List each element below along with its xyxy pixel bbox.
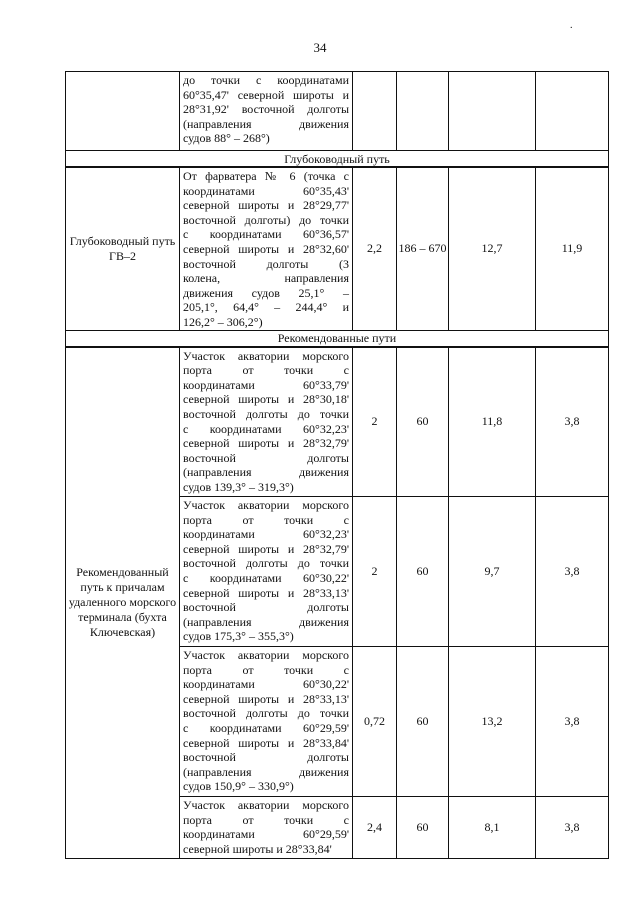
value-cell	[353, 72, 397, 151]
value-cell: 13,2	[449, 647, 536, 797]
route-name: Рекомендованный путь к причалам удаленного морского терминала (бухта Ключевская)	[66, 347, 180, 859]
description-line: 60°35,47' северной широты и	[183, 87, 349, 102]
description-line: с координатами 60°36,57'	[183, 227, 349, 242]
description-line: порта от точки с	[183, 512, 349, 527]
description-line: северной широты и 28°33,13'	[183, 585, 349, 600]
description-line: координатами 60°29,59'	[183, 827, 349, 842]
description-line: (направления движения	[183, 614, 349, 629]
description-line: координатами 60°33,79'	[183, 377, 349, 392]
value-cell: 3,8	[536, 797, 609, 859]
route-description	[180, 497, 353, 647]
corner-mark: .	[570, 20, 573, 31]
section-row	[66, 330, 609, 347]
value-cell: 3,8	[536, 347, 609, 497]
section-row	[66, 151, 609, 168]
description-line-last: судов 150,9° – 330,9°)	[183, 779, 294, 794]
value-cell: 60	[397, 797, 449, 859]
description-line-last: 126,2° – 306,2°)	[183, 314, 263, 329]
description-line-last: северной широты и 28°33,84'	[183, 841, 332, 856]
table-row	[66, 167, 609, 330]
description-line: координатами 60°30,22'	[183, 677, 349, 692]
value-cell: 60	[397, 497, 449, 647]
value-cell: 9,7	[449, 497, 536, 647]
value-cell: 11,8	[449, 347, 536, 497]
value-cell	[397, 72, 449, 151]
value-cell: 2,4	[353, 797, 397, 859]
description-line: с координатами 60°29,59'	[183, 721, 349, 735]
description-line: координатами 60°32,23'	[183, 527, 349, 542]
value-cell	[536, 72, 609, 151]
route-name-cell	[66, 72, 180, 151]
value-cell: 3,8	[536, 647, 609, 797]
section-title: Рекомендованные пути	[66, 330, 609, 347]
description-line: северной широты и 28°30,18'	[183, 392, 349, 407]
description-line: с координатами 60°30,22'	[183, 571, 349, 585]
description-line: Участок акватории морского	[183, 798, 349, 813]
route-description	[180, 647, 353, 797]
table-row	[66, 72, 609, 151]
description-line: восточной долготы до точки	[183, 556, 349, 571]
description-line: (направления движения	[183, 465, 349, 480]
description-line: до точки с координатами	[183, 73, 349, 87]
description-line: северной широты и 28°33,13'	[183, 691, 349, 706]
page-number: 34	[313, 40, 327, 55]
description-line: координатами 60°35,43'	[183, 183, 349, 198]
description-line: восточной долготы (3	[183, 256, 349, 271]
description-line: колена, направления	[183, 271, 349, 286]
description-line: северной широты и 28°29,77'	[183, 198, 349, 213]
description-line: 205,1°, 64,4° – 244,4° и	[183, 300, 349, 315]
value-cell: 60	[397, 647, 449, 797]
value-cell: 0,72	[353, 647, 397, 797]
description-line-last: судов 175,3° – 355,3°)	[183, 629, 294, 644]
description-line: Участок акватории морского	[183, 648, 349, 663]
value-cell: 60	[397, 347, 449, 497]
value-cell: 8,1	[449, 797, 536, 859]
value-cell: 186 – 670	[397, 167, 449, 330]
route-description	[180, 167, 353, 330]
description-line: порта от точки с	[183, 812, 349, 827]
value-cell: 2,2	[353, 167, 397, 330]
route-description	[180, 797, 353, 859]
value-cell: 3,8	[536, 497, 609, 647]
section-title: Глубоководный путь	[66, 151, 609, 168]
description-line: (направления движения	[183, 116, 349, 131]
description-line-last: судов 139,3° – 319,3°)	[183, 479, 294, 494]
value-cell: 11,9	[536, 167, 609, 330]
route-description	[180, 72, 353, 151]
description-line: с координатами 60°32,23'	[183, 421, 349, 436]
value-cell: 2	[353, 497, 397, 647]
value-cell	[449, 72, 536, 151]
description-line: восточной долготы	[183, 750, 349, 765]
description-line: От фарватера № 6 (точка с	[183, 169, 349, 183]
description-line: восточной долготы до точки	[183, 706, 349, 721]
table-row	[66, 347, 609, 497]
description-line: северной широты и 28°33,84'	[183, 735, 349, 750]
description-line: Участок акватории морского	[183, 348, 349, 363]
description-line: северной широты и 28°32,79'	[183, 541, 349, 556]
description-line: восточной долготы	[183, 600, 349, 615]
description-line: восточной долготы до точки	[183, 406, 349, 421]
description-line: 28°31,92' восточной долготы	[183, 102, 349, 117]
description-line: Участок акватории морского	[183, 498, 349, 513]
description-line: порта от точки с	[183, 363, 349, 378]
value-cell: 2	[353, 347, 397, 497]
description-line-last: судов 88° – 268°)	[183, 131, 270, 146]
value-cell: 12,7	[449, 167, 536, 330]
navigation-routes-table	[65, 71, 609, 859]
description-line: северной широты и 28°32,79'	[183, 436, 349, 451]
description-line: порта от точки с	[183, 662, 349, 677]
description-line: восточной долготы	[183, 450, 349, 465]
description-line: движения судов 25,1° –	[183, 285, 349, 300]
description-line: (направления движения	[183, 764, 349, 779]
description-line: северной широты и 28°32,60'	[183, 241, 349, 256]
route-name: Глубоководный путь ГВ–2	[66, 167, 180, 330]
description-line: восточной долготы) до точки	[183, 212, 349, 227]
route-description	[180, 347, 353, 497]
